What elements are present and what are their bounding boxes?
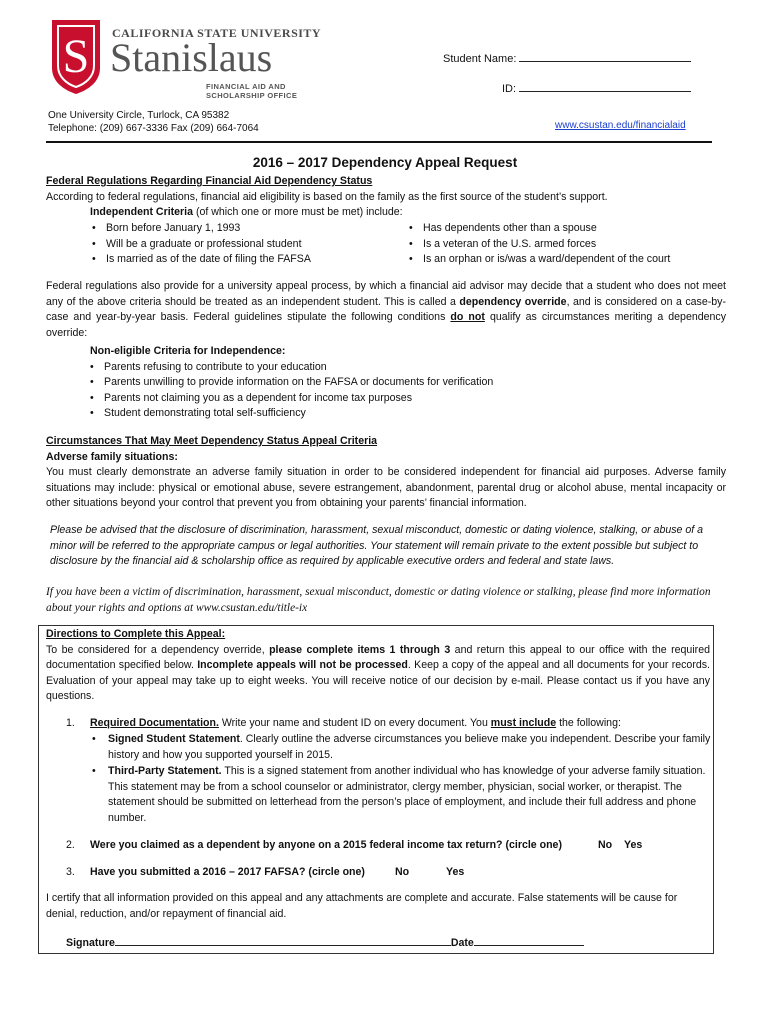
bullet-mark: • [92, 733, 96, 745]
page-title: 2016 – 2017 Dependency Appeal Request [252, 155, 518, 170]
dir-text-3: . Keep a copy of the appeal and all documents for your records. Evaluation of your appeal may take up to eight weeks. You will receive notice of our decision by e-mail. Please contact us if you have any questions. [46, 659, 710, 703]
adverse-text: You must clearly demonstrate an adverse family situation in order to be considered independent for financial aid purposes. Adverse family situations may include: physical or emotional abuse, severe estrangement, abandonment, parental drug or alcohol abuse, mental incapacity or other situations beyond your control that prevent you from obtaining your parents’ financial information. [46, 466, 726, 510]
third-party-text: This is a signed statement from another individual who has knowledge of your adverse family situation. This statement may be from a school counselor or administrator, clergy member, physician, social worker, or therapist. The statement should be submitted on letterhead from the person’s place of employment, and include their full address and phone number. [108, 765, 706, 824]
dir-emphasis-1: please complete items 1 through 3 [269, 643, 451, 656]
signature-line [66, 934, 584, 952]
list-item: • Student demonstrating total self-sufficiency [90, 406, 690, 422]
student-name-label: Student Name: [443, 53, 517, 65]
signature-label: Signature [66, 937, 115, 949]
third-party-title: Third-Party Statement. [108, 765, 222, 777]
student-id-label: ID: [502, 83, 517, 95]
criteria-suffix: (of which one or more must be met) include: [193, 206, 403, 219]
list-item: • Is an orphan or is/was a ward/dependent of the court [409, 252, 719, 268]
signature-blank[interactable] [115, 934, 451, 946]
directions-heading: Directions to Complete this Appeal: [46, 628, 226, 640]
federal-intro: According to federal regulations, financial aid eligibility is based on the family as the first source of the student’s support. [46, 190, 608, 203]
appeal-paragraph [46, 279, 726, 341]
list-item: • Parents unwilling to provide information on the FAFSA or documents for verification [90, 375, 690, 391]
list-item: • Parents refusing to contribute to your education [90, 360, 690, 376]
noneligible-label: Non-eligible Criteria for Independence: [90, 345, 286, 357]
item-3-yes-option[interactable]: Yes [446, 866, 465, 878]
do-not-emphasis: do not [450, 311, 485, 324]
must-include-emphasis: must include [490, 717, 557, 729]
directions-text [46, 643, 710, 705]
criteria-label: Independent Criteria [90, 206, 194, 219]
noneligible-section [90, 344, 690, 422]
independent-criteria [46, 205, 726, 221]
dependency-override-term: dependency override [459, 295, 567, 308]
item-2-number: 2. [66, 839, 75, 851]
appeal-text-3: qualify as circumstances meriting a dependency override: [46, 311, 726, 339]
office-name-line1: FINANCIAL AID AND [206, 82, 286, 91]
criteria-left-list [92, 221, 392, 268]
item-2 [66, 838, 706, 854]
list-item: • Is a veteran of the U.S. armed forces [409, 237, 719, 253]
item-2-yes-option[interactable]: Yes [624, 839, 643, 851]
csu-logo-icon [48, 16, 104, 96]
adverse-subheading: Adverse family situations: [46, 450, 178, 463]
federal-heading: Federal Regulations Regarding Financial Aid Dependency Status [46, 175, 373, 187]
date-blank[interactable] [474, 934, 584, 946]
item-3-number: 3. [66, 866, 75, 878]
item-2-question: Were you claimed as a dependent by anyone on a 2015 federal income tax return? (circle one) [90, 839, 562, 851]
item-1-end: the following: [556, 717, 621, 729]
dir-emphasis-2: Incomplete appeals will not be processed [197, 659, 408, 672]
item-1-text: Write your name and student ID on every document. You [218, 717, 491, 729]
list-item: • Born before January 1, 1993 [92, 221, 392, 237]
item-3 [66, 865, 706, 881]
student-id-blank[interactable] [519, 80, 691, 92]
federal-section [46, 174, 726, 221]
third-party-item [92, 764, 718, 826]
list-item: • Has dependents other than a spouse [409, 221, 719, 237]
office-address [48, 109, 259, 135]
circumstances-section [46, 434, 726, 512]
list-item: • Is married as of the date of filing the FAFSA [92, 252, 392, 268]
item-3-question: Have you submitted a 2016 – 2017 FAFSA? (circle one) [90, 866, 365, 878]
website-link[interactable]: www.csustan.edu/financialaid [555, 120, 686, 131]
appeal-text-2: , and is considered on a case-by-case and year-by-year basis. Federal guidelines stipulate the following conditions [46, 295, 726, 324]
disclosure-notice: Please be advised that the disclosure of discrimination, harassment, sexual misconduct, domestic or dating violence, stalking, or abuse of a minor will be referred to the appropriate campus or legal authorities. Your statement will remain private to the extent possible but subject to disclosure by the financial aid & scholarship office as required by applicable executive orders and federal and state laws. [50, 524, 704, 568]
address-line: One University Circle, Turlock, CA 95382 [48, 110, 230, 121]
item-1 [66, 716, 706, 732]
list-item: • Will be a graduate or professional student [92, 237, 392, 253]
university-name: CALIFORNIA STATE UNIVERSITY [112, 26, 322, 40]
header-divider [46, 141, 712, 143]
item-2-no-option[interactable]: No [598, 839, 613, 851]
list-item: • Parents not claiming you as a dependent for income tax purposes [90, 391, 690, 407]
campus-name: Stanislaus [110, 35, 273, 80]
student-name-field[interactable] [443, 50, 691, 68]
directions-section [46, 627, 710, 705]
dir-text-1: To be considered for a dependency override, [46, 643, 270, 656]
item-1-title: Required Documentation. [90, 717, 219, 729]
criteria-right-list [409, 221, 719, 268]
student-name-blank[interactable] [519, 50, 691, 62]
phone-line: Telephone: (209) 667-3336 Fax (209) 664-7064 [48, 123, 259, 134]
bullet-mark: • [92, 765, 96, 777]
item-1-number: 1. [66, 717, 75, 729]
title-ix-notice: If you have been a victim of discrimination, harassment, sexual misconduct, domestic or dating violence or stalking, please find more information about your rights and options at www.csustan.edu/title-ix [46, 586, 711, 614]
signed-statement-text: . Clearly outline the adverse circumstances you believe make you independent. Describe your family history and how you supported yourself in 2015. [108, 733, 711, 761]
signed-statement-item [92, 732, 718, 763]
dir-text-2: and return this appeal to our office with the required documentation specified below. [46, 643, 710, 672]
student-id-field[interactable] [502, 80, 691, 98]
svg-text:S: S [62, 30, 90, 83]
circumstances-heading: Circumstances That May Meet Dependency Status Appeal Criteria [46, 435, 378, 447]
appeal-text-1: Federal regulations also provide for a university appeal process, by which a financial aid advisor may decide that a student who does not meet any of the above criteria should be treated as an independent student. This is called a [46, 280, 726, 308]
item-3-no-option[interactable]: No [395, 866, 410, 878]
certification-text: I certify that all information provided on this appeal and any attachments are complete and accurate. False statements will be cause for denial, reduction, and/or repayment of financial aid. [46, 892, 678, 920]
office-name-line2: SCHOLARSHIP OFFICE [206, 91, 298, 100]
signed-statement-title: Signed Student Statement [108, 733, 240, 745]
date-label: Date [450, 937, 474, 949]
